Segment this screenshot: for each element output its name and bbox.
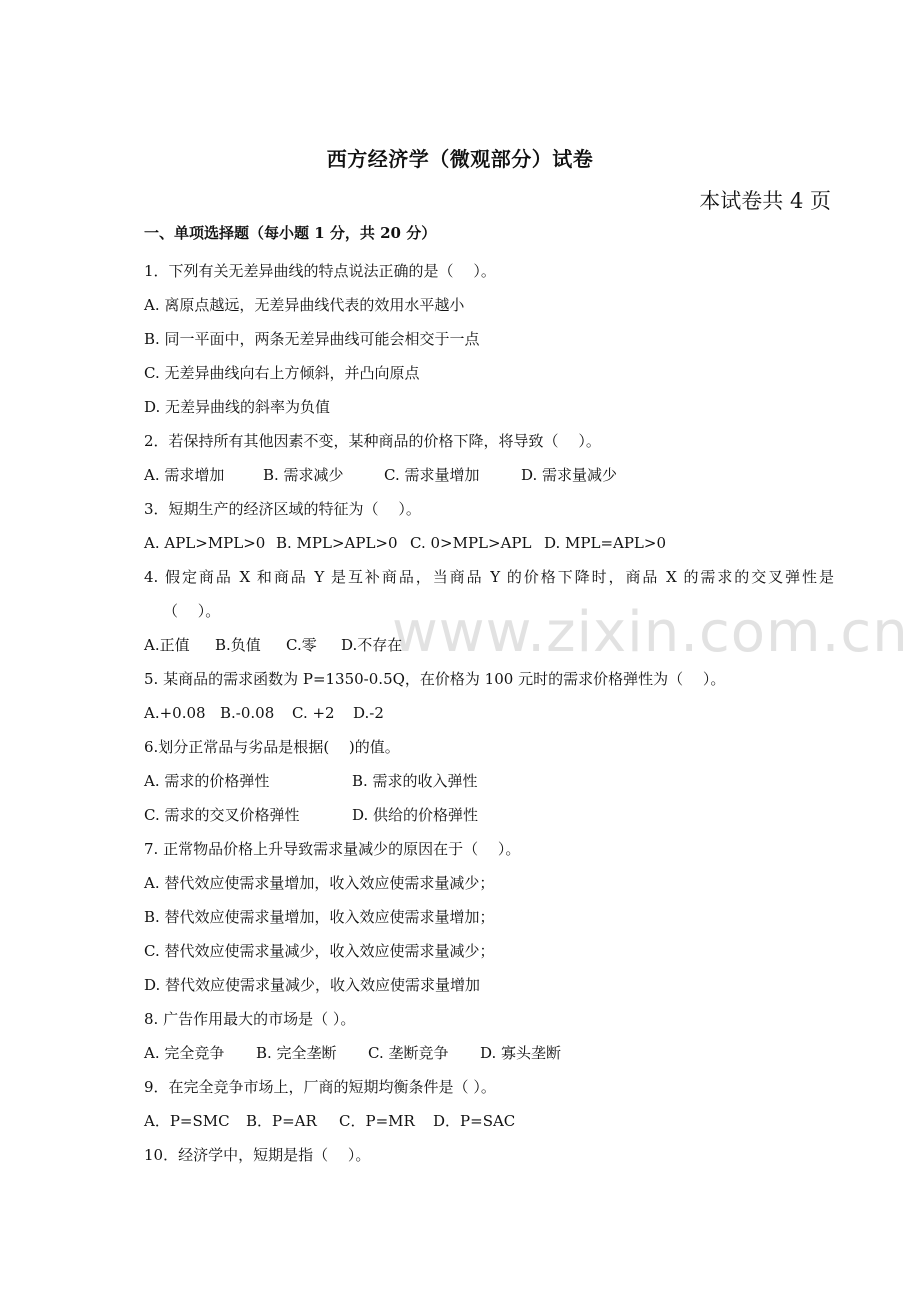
question-stem: 3．短期生产的经济区域的特征为（ ）。 bbox=[144, 500, 421, 518]
answer-option: B. 完全垄断 bbox=[256, 1044, 337, 1062]
section-heading: 一、单项选择题（每小题 1 分，共 20 分） bbox=[144, 224, 437, 242]
page-title: 西方经济学（微观部分）试卷 bbox=[326, 147, 594, 171]
answer-option: B. 同一平面中，两条无差异曲线可能会相交于一点 bbox=[144, 330, 480, 348]
question-stem: 5. 某商品的需求函数为 P=1350-0.5Q，在价格为 100 元时的需求价格弹性为（ ）。 bbox=[144, 670, 726, 688]
question-stem: 4. 假定商品 X 和商品 Y 是互补商品，当商品 Y 的价格下降时，商品 X 的需求的交叉弹性是 bbox=[144, 568, 834, 586]
answer-option: B. 需求的收入弹性 bbox=[352, 772, 478, 790]
question-stem: 1．下列有关无差异曲线的特点说法正确的是（ ）。 bbox=[144, 262, 496, 280]
answer-option: D. MPL=APL>0 bbox=[544, 534, 667, 552]
answer-option: A.正值 bbox=[144, 636, 190, 654]
question-stem: 6.划分正常品与劣品是根据( )的值。 bbox=[144, 738, 400, 756]
answer-option: A. 离原点越远，无差异曲线代表的效用水平越小 bbox=[144, 296, 465, 314]
answer-option: D. 无差异曲线的斜率为负值 bbox=[144, 398, 331, 416]
question-stem: 8. 广告作用最大的市场是（ ）。 bbox=[144, 1010, 356, 1028]
answer-option: D. 需求量减少 bbox=[521, 466, 618, 484]
question-stem: 2．若保持所有其他因素不变，某种商品的价格下降，将导致（ ）。 bbox=[144, 432, 601, 450]
answer-option: C. 替代效应使需求量减少，收入效应使需求量减少； bbox=[144, 942, 495, 960]
answer-option: B. MPL>APL>0 bbox=[276, 534, 398, 552]
question-stem: 9．在完全竞争市场上，厂商的短期均衡条件是（ ）。 bbox=[144, 1078, 496, 1096]
answer-option: A. 完全竞争 bbox=[144, 1044, 225, 1062]
option-row bbox=[144, 771, 478, 791]
question-stem-continued: （ ）。 bbox=[163, 602, 221, 620]
answer-option: A. APL>MPL>0 bbox=[144, 534, 266, 552]
answer-option: A. 替代效应使需求量增加，收入效应使需求量减少； bbox=[144, 874, 495, 892]
answer-option: D.不存在 bbox=[341, 636, 403, 654]
option-row bbox=[144, 465, 617, 485]
answer-option: B.-0.08 bbox=[220, 704, 275, 722]
answer-option: D. 替代效应使需求量减少，收入效应使需求量增加 bbox=[144, 976, 481, 994]
answer-option: D. 寡头垄断 bbox=[480, 1044, 562, 1062]
answer-option: C. 垄断竞争 bbox=[368, 1044, 449, 1062]
watermark: www.zixin.com.cn bbox=[392, 600, 909, 665]
answer-option: B．P=AR bbox=[246, 1112, 317, 1130]
question-stem: 7. 正常物品价格上升导致需求量减少的原因在于（ ）。 bbox=[144, 840, 521, 858]
option-row bbox=[144, 1111, 515, 1131]
question-stem: 10．经济学中，短期是指（ ）。 bbox=[144, 1146, 371, 1164]
answer-option: A. 需求增加 bbox=[144, 466, 225, 484]
answer-option: A. 需求的价格弹性 bbox=[144, 772, 270, 790]
answer-option: D．P=SAC bbox=[433, 1112, 516, 1130]
answer-option: C. 0>MPL>APL bbox=[410, 534, 532, 552]
option-row bbox=[144, 1043, 561, 1063]
answer-option: B. 需求减少 bbox=[263, 466, 344, 484]
option-row bbox=[144, 533, 666, 553]
page-count: 本试卷共 4 页 bbox=[699, 189, 831, 213]
answer-option: B.负值 bbox=[215, 636, 261, 654]
option-row bbox=[144, 805, 478, 825]
answer-option: C．P=MR bbox=[339, 1112, 415, 1130]
answer-option: C. 需求量增加 bbox=[384, 466, 480, 484]
option-row bbox=[144, 703, 384, 723]
answer-option: D.-2 bbox=[353, 704, 384, 722]
answer-option: C. 需求的交叉价格弹性 bbox=[144, 806, 300, 824]
answer-option: A.+0.08 bbox=[144, 704, 206, 722]
answer-option: A．P=SMC bbox=[144, 1112, 230, 1130]
answer-option: D. 供给的价格弹性 bbox=[352, 806, 479, 824]
answer-option: C. 无差异曲线向右上方倾斜，并凸向原点 bbox=[144, 364, 420, 382]
answer-option: C. +2 bbox=[292, 704, 335, 722]
answer-option: B. 替代效应使需求量增加，收入效应使需求量增加； bbox=[144, 908, 495, 926]
answer-option: C.零 bbox=[286, 636, 317, 654]
option-row bbox=[144, 635, 402, 655]
